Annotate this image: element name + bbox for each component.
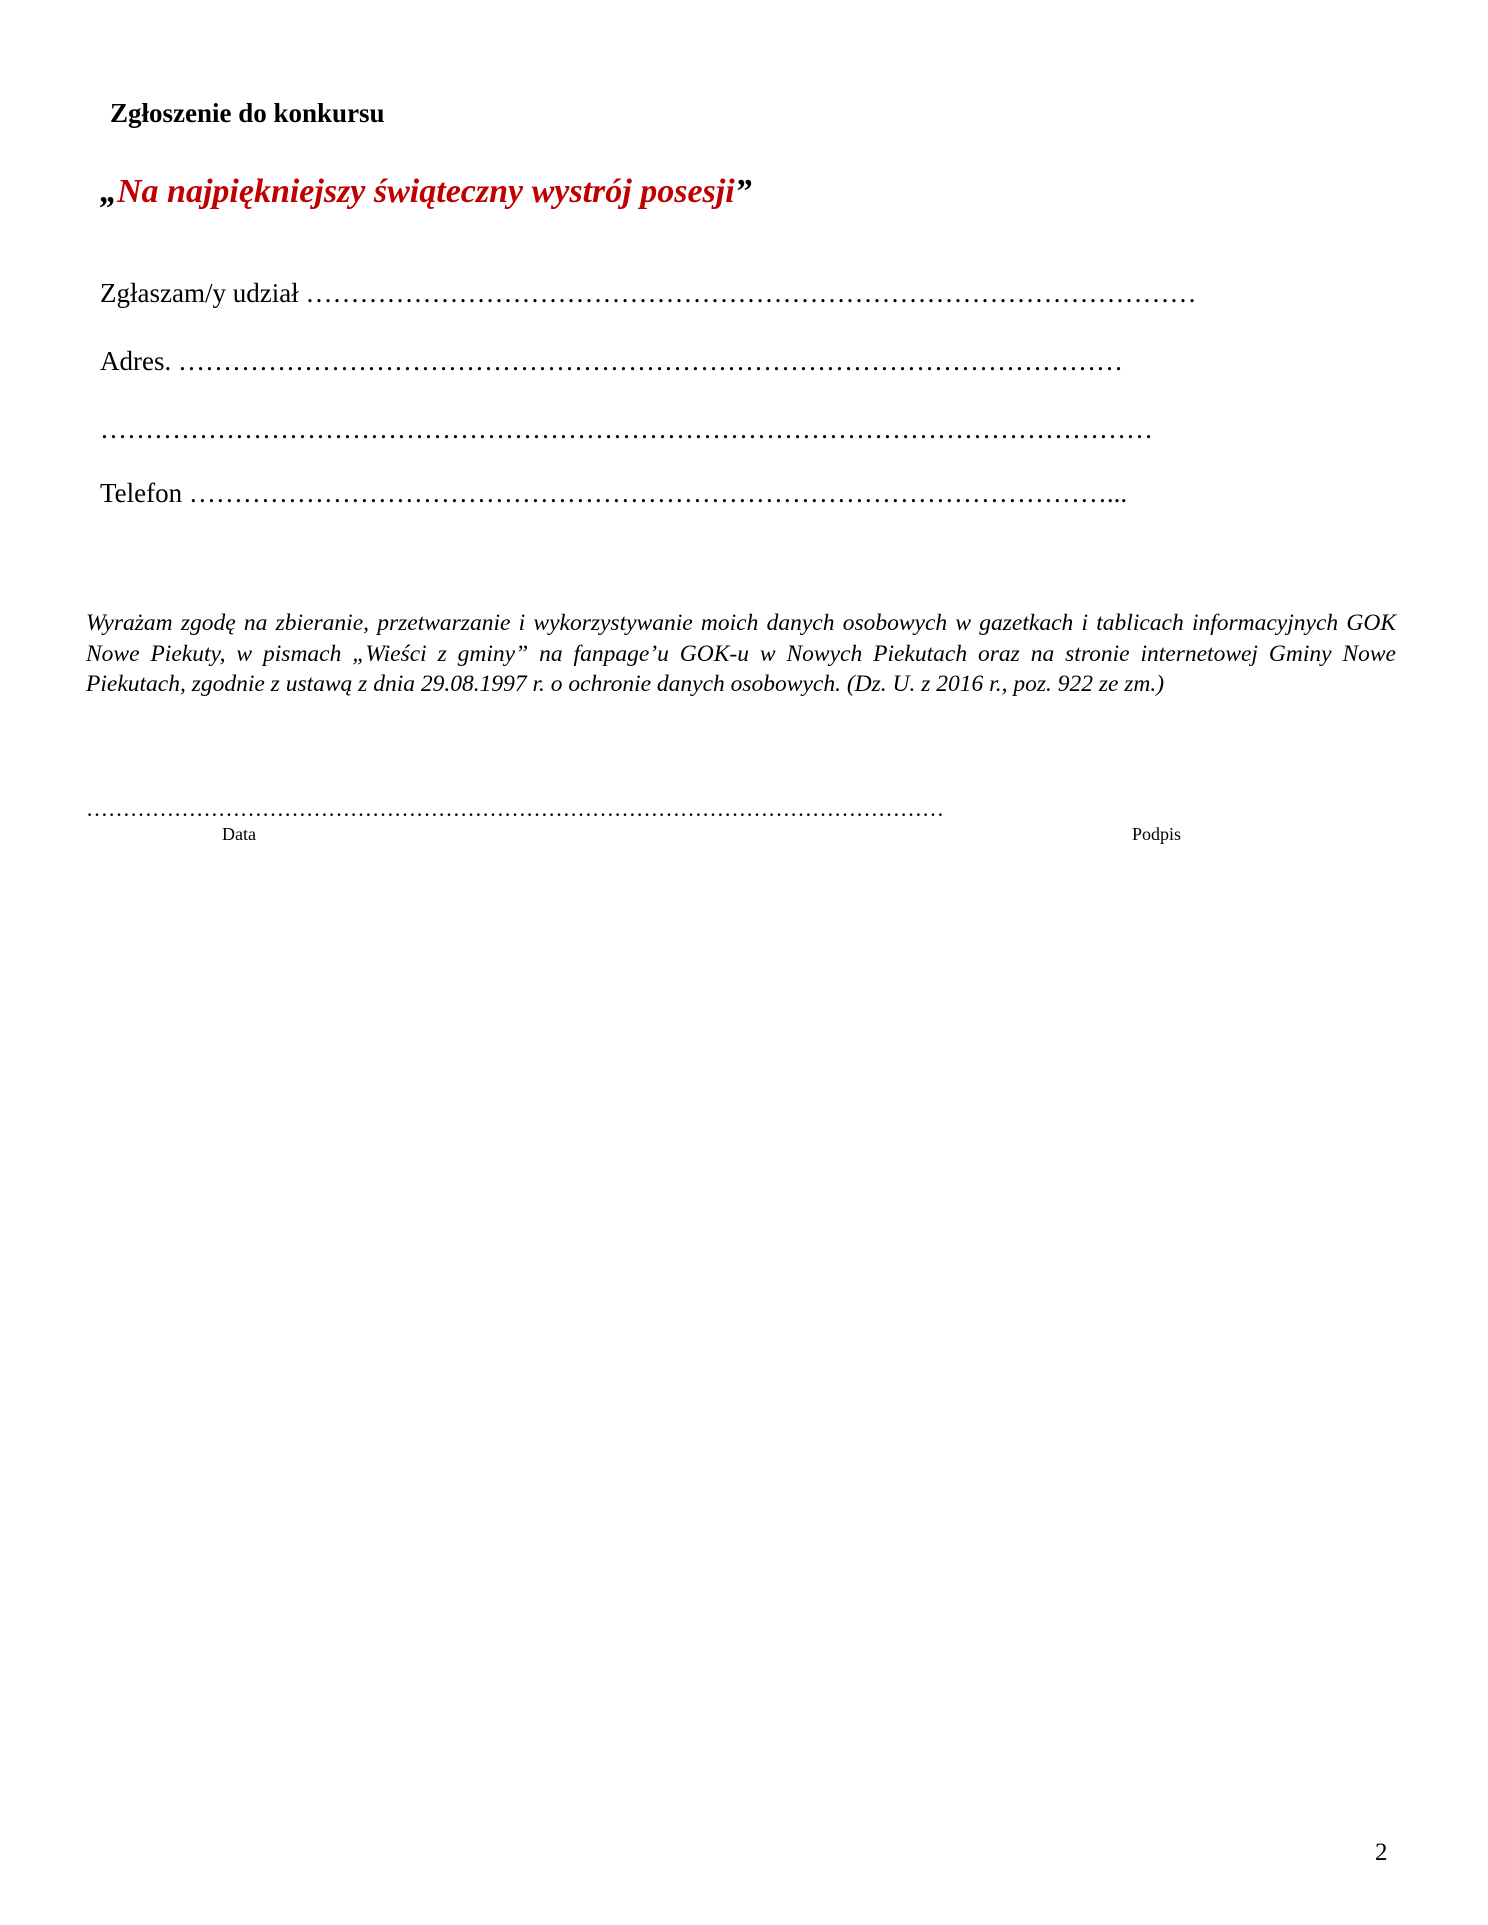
address-field-dots: ……………………………………………………………………………………………	[177, 346, 1123, 376]
address-field-label: Adres.	[100, 346, 178, 376]
address-field-line[interactable]	[100, 344, 1330, 378]
participant-field-dots: ………………………………………………………………………………………	[305, 278, 1197, 308]
form-heading: Zgłoszenie do konkursu	[110, 98, 385, 128]
contest-title	[100, 170, 752, 214]
contest-title-open-quote: „	[100, 173, 117, 210]
address-continuation-line[interactable]	[100, 412, 1330, 446]
consent-paragraph: Wyrażam zgodę na zbieranie, przetwarzanie i wykorzystywanie moich danych osobowych w gazetkach i tablicach informacyjnych GOK Nowe Piekuty, w pismach „Wieści z gminy” na fanpage’u GOK-u w Nowych Piekutach oraz na stronie internetowej Gminy Nowe Piekutach, zgodnie z ustawą z dnia 29.08.1997 r. o ochronie danych osobowych. (Dz. U. z 2016 r., poz. 922 ze zm.)	[86, 610, 1396, 697]
phone-field-label: Telefon	[100, 478, 189, 508]
participant-field-label: Zgłaszam/y udział	[100, 278, 306, 308]
phone-field-dots: …………………………………………………………………………………………...	[188, 478, 1128, 508]
address-continuation-dots: ………………………………………………………………………………………………………	[100, 414, 1153, 444]
participant-field-line[interactable]	[100, 276, 1330, 310]
contest-title-text: Na najpiękniejszy świąteczny wystrój posesji	[117, 173, 735, 210]
date-signature-line[interactable]: ………………………………………………………………………………………………………	[86, 796, 944, 821]
date-label: Data	[222, 824, 256, 844]
contest-title-close-quote: ”	[734, 173, 752, 210]
signature-label: Podpis	[1132, 824, 1182, 844]
page-number: 2	[1375, 1839, 1388, 1866]
phone-field-line[interactable]	[100, 476, 1330, 510]
